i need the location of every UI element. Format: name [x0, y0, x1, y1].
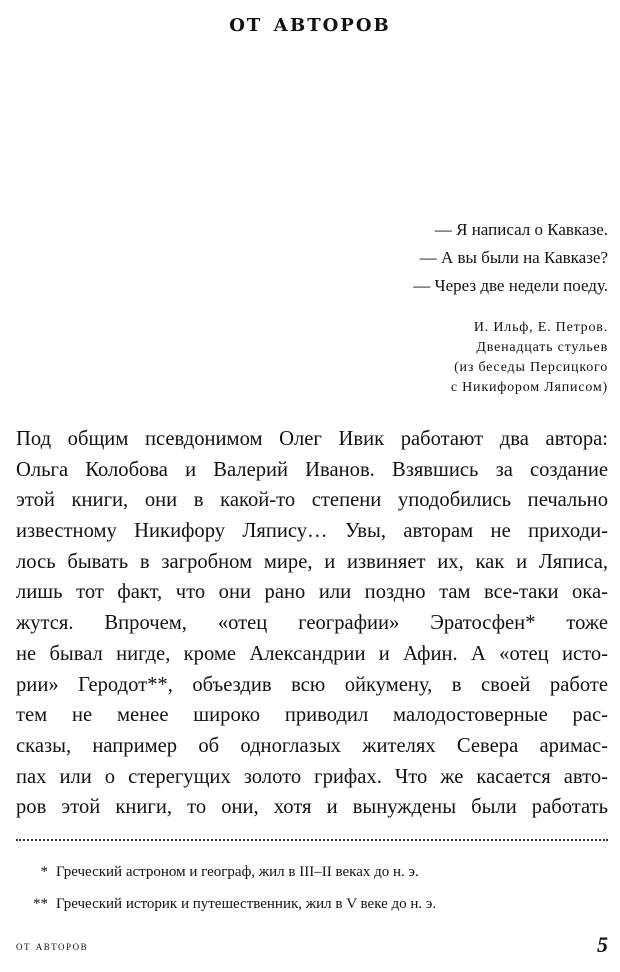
body-line: лось бывать в загробном мире, и извиняет их, как и Ляписа, [16, 550, 608, 573]
footnote-text: Греческий историк и путешественник, жил в V веке до н. э. [56, 896, 437, 912]
body-line: рии» Геродот**, объездив всю ойкумену, в своей работе [16, 673, 608, 696]
attribution-line: (из беседы Персицкого [454, 360, 608, 375]
body-line: ров этой книги, то они, хотя и вынуждены были работать [16, 796, 608, 819]
footnote-divider [16, 839, 608, 841]
body-line: жутся. Впрочем, «отец географии» Эратосфен* тоже [16, 612, 608, 635]
epigraph-line: — Я написал о Кавказе. [434, 220, 608, 239]
body-line: Под общим псевдонимом Олег Ивик работают два автора: [16, 428, 608, 450]
body-line: этой книги, они в какой-то степени уподобились печально [16, 489, 608, 512]
attribution-line: с Никифором Ляписом) [450, 380, 608, 395]
footnote-1 [30, 856, 600, 888]
epigraph-line: — А вы были на Кавказе? [419, 248, 608, 267]
page-title: от авторов [229, 8, 391, 38]
body-line: известному Никифору Ляпису… Увы, авторам не приходи- [16, 520, 608, 543]
footnote-2 [30, 888, 600, 920]
page-number: 5 [597, 932, 608, 957]
attribution-line: Двенадцать стульев [476, 340, 608, 355]
epigraph [208, 216, 608, 300]
body-line: тем не менее широко приводил малодостоверные рас- [16, 704, 608, 727]
body-line: Ольга Колобова и Валерий Иванов. Взявшись за создание [16, 458, 608, 481]
body-line: сказы, например об одноглазых жителях Севера аримас- [16, 734, 608, 757]
footnote-marker: * [40, 864, 48, 880]
body-line: пах или о стерегущих золото грифах. Что же касается авто- [16, 765, 608, 788]
body-paragraph [16, 424, 608, 823]
attribution-line: И. Ильф, Е. Петров. [473, 320, 608, 335]
epigraph-attribution [208, 318, 608, 398]
running-head: от авторов [16, 938, 89, 953]
footnote-marker: ** [33, 896, 48, 912]
body-line: лишь тот факт, что они рано или поздно там все-таки ока- [16, 581, 608, 604]
epigraph-line: — Через две недели поеду. [413, 276, 608, 295]
footnotes [30, 856, 600, 920]
footnote-text: Греческий астроном и географ, жил в III–II веках до н. э. [56, 864, 419, 880]
body-line: не бывал нигде, кроме Александрии и Афин. А «отец исто- [16, 642, 608, 665]
